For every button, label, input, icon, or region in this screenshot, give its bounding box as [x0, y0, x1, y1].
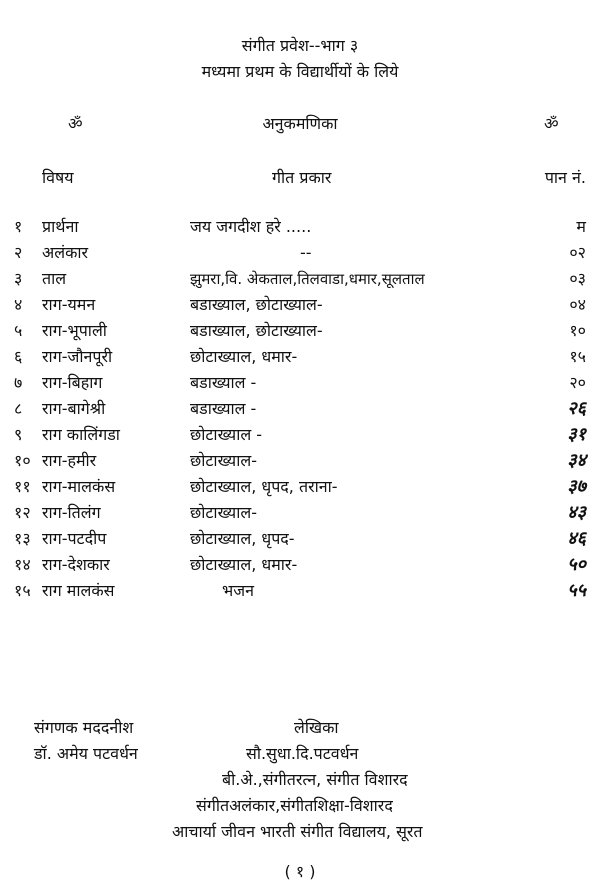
- table-row: [0, 240, 600, 266]
- row-number: ९: [14, 425, 23, 444]
- row-song-type: झुमरा,वि. अेकताल,तिलवाडा,धमार,सूलताल: [190, 270, 425, 288]
- row-page: ०४: [569, 295, 586, 314]
- row-song-type: छोटाख्याल, धृपद, तराना-: [190, 477, 338, 496]
- row-song-type: छोटाख्याल-: [190, 451, 257, 470]
- author-name: सौ.सुधा.दि.पटवर्धन: [246, 744, 359, 763]
- row-song-type: जय जगदीश हरे .....: [190, 217, 312, 236]
- row-subject: राग-देशकार: [42, 555, 110, 574]
- row-page-handwritten: ४३: [567, 502, 586, 523]
- book-subtitle: मध्यमा प्रथम के विद्यार्थीयों के लिये: [201, 62, 399, 81]
- row-subject: राग-यमन: [42, 295, 96, 314]
- row-subject: राग-जौनपूरी: [42, 347, 113, 366]
- row-subject: राग-बिहाग: [42, 373, 103, 392]
- row-number: १४: [14, 555, 31, 574]
- row-number: ६: [14, 347, 23, 366]
- page-number: ( १ ): [284, 862, 316, 881]
- row-subject: राग-पटदीप: [42, 529, 107, 548]
- row-number: २: [14, 243, 23, 262]
- row-number: १: [14, 217, 23, 236]
- row-song-type: छोटाख्याल, धमार-: [190, 555, 298, 574]
- row-page: १०: [569, 321, 586, 340]
- row-number: ५: [14, 321, 23, 340]
- compiler-label: संगणक मददनीश: [34, 718, 134, 737]
- row-page-handwritten: ३७: [567, 476, 586, 497]
- om-symbol-left-icon: ॐ: [68, 114, 83, 133]
- table-row: [0, 474, 600, 500]
- table-row: [0, 318, 600, 344]
- column-header-song-type: गीत प्रकार: [272, 168, 332, 187]
- row-number: १५: [14, 581, 31, 600]
- row-page: २०: [569, 373, 586, 392]
- table-row: [0, 370, 600, 396]
- row-subject: राग-बागेश्री: [42, 399, 106, 418]
- row-number: ३: [14, 269, 23, 288]
- row-song-type: छोटाख्याल-: [190, 503, 257, 522]
- row-subject: ताल: [42, 269, 67, 288]
- column-header-subject: विषय: [42, 168, 74, 187]
- column-header-page-no: पान नं.: [544, 168, 586, 187]
- table-row: [0, 448, 600, 474]
- row-number: १२: [14, 503, 31, 522]
- row-song-type: बडाख्याल, छोटाख्याल-: [190, 321, 323, 340]
- index-title: अनुकमणिका: [262, 114, 338, 133]
- row-page-handwritten: २६: [567, 398, 586, 419]
- author-qualifications: बी.अे.,संगीतरत्न, संगीत विशारद: [222, 770, 408, 789]
- row-subject: राग-हमीर: [42, 451, 97, 470]
- row-subject: राग-मालकंस: [42, 477, 116, 496]
- row-song-type: बडाख्याल, छोटाख्याल-: [190, 295, 323, 314]
- table-row: [0, 344, 600, 370]
- row-subject: राग-भूपाली: [42, 321, 107, 340]
- om-symbol-right-icon: ॐ: [544, 114, 559, 133]
- table-row: [0, 526, 600, 552]
- row-number: १३: [14, 529, 31, 548]
- row-page-handwritten: ५५: [567, 580, 586, 601]
- compiler-name: डॉ. अमेय पटवर्धन: [34, 744, 138, 763]
- row-song-type: भजन: [222, 581, 255, 600]
- row-song-type: छोटाख्याल, धृपद-: [190, 529, 295, 548]
- row-page: ०२: [569, 243, 586, 262]
- row-song-type: बडाख्याल -: [190, 373, 257, 392]
- row-subject: राग कालिंगडा: [42, 425, 120, 444]
- table-row: [0, 396, 600, 422]
- table-row: [0, 500, 600, 526]
- author-label: लेखिका: [294, 718, 339, 737]
- row-subject: अलंकार: [42, 243, 89, 262]
- row-song-type: --: [300, 243, 312, 262]
- row-page: म: [576, 217, 586, 236]
- row-number: ७: [14, 373, 23, 392]
- author-qualifications-2: संगीतअलंकार,संगीतशिक्षा-विशारद: [196, 796, 393, 815]
- table-row: [0, 578, 600, 604]
- author-institution: आचार्या जीवन भारती संगीत विद्यालय, सूरत: [172, 822, 423, 841]
- row-song-type: छोटाख्याल -: [190, 425, 263, 444]
- table-row: [0, 292, 600, 318]
- row-number: ८: [14, 399, 23, 418]
- row-subject: प्रार्थना: [42, 217, 79, 236]
- row-page-handwritten: ४६: [567, 528, 586, 549]
- row-song-type: छोटाख्याल, धमार-: [190, 347, 298, 366]
- row-page: १५: [569, 347, 586, 366]
- row-page-handwritten: ३१: [567, 424, 586, 445]
- row-page: ०३: [569, 269, 586, 288]
- row-song-type: बडाख्याल -: [190, 399, 257, 418]
- table-row: [0, 266, 600, 292]
- table-row: [0, 552, 600, 578]
- row-page-handwritten: ३४: [567, 450, 586, 471]
- row-page-handwritten: ५०: [567, 554, 586, 575]
- row-subject: राग-तिलंग: [42, 503, 101, 522]
- row-number: १०: [14, 451, 31, 470]
- book-title: संगीत प्रवेश--भाग ३: [241, 36, 359, 55]
- table-row: [0, 422, 600, 448]
- table-row: [0, 214, 600, 240]
- row-number: ११: [14, 477, 31, 496]
- row-subject: राग मालकंस: [42, 581, 115, 600]
- row-number: ४: [14, 295, 23, 314]
